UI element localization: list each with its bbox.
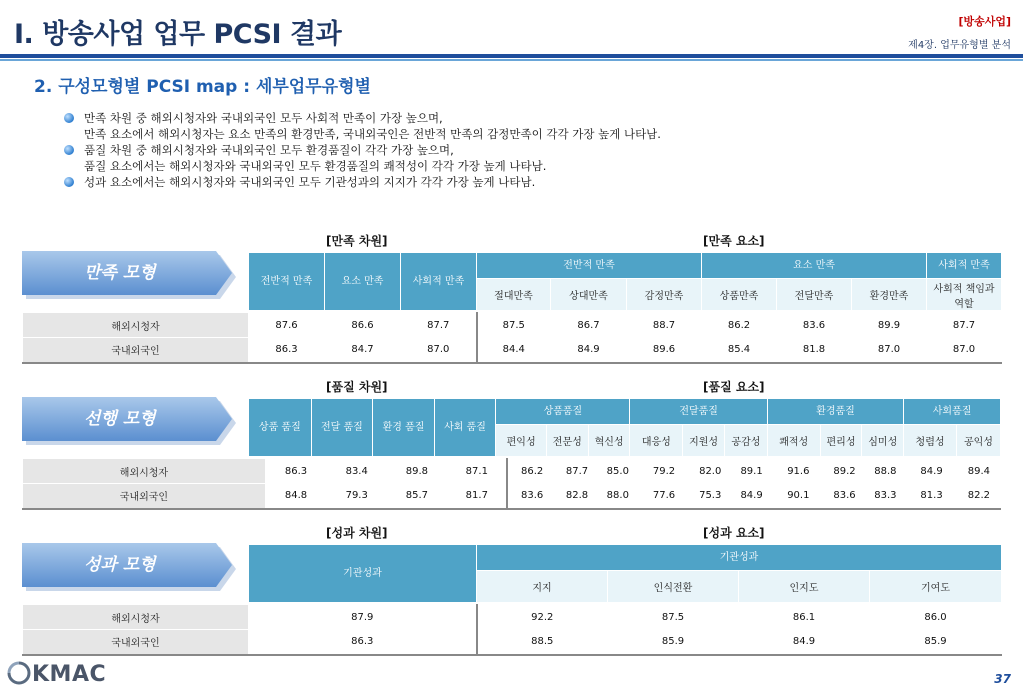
- value-cell: 82.0: [690, 459, 731, 484]
- value-cell: 87.1: [447, 459, 507, 484]
- elem-header: 지원성: [683, 425, 725, 457]
- dim-header: 요소 만족: [325, 253, 401, 311]
- dim-header: 사회 품질: [434, 399, 496, 457]
- value-cell: 89.1: [731, 459, 773, 484]
- elem-header: 상대만족: [551, 279, 627, 311]
- value-cell: 81.7: [447, 484, 507, 509]
- value-cell: 88.8: [865, 459, 906, 484]
- value-cell: 88.7: [627, 313, 702, 338]
- bullet-dot-icon: [64, 177, 74, 187]
- elem-header: 인식전환: [608, 571, 739, 603]
- value-cell: 92.2: [477, 605, 608, 630]
- elem-header: 쾌적성: [767, 425, 820, 457]
- bullet-item: [64, 174, 661, 190]
- satisfaction-dim-caption: [만족 차원]: [326, 234, 388, 248]
- group-header: 상품품질: [496, 399, 630, 425]
- elem-header: 심미성: [862, 425, 904, 457]
- value-cell: 86.0: [870, 605, 1002, 630]
- page-number: 37: [994, 672, 1011, 686]
- value-cell: 90.1: [773, 484, 825, 509]
- dim-header: 사회적 만족: [401, 253, 477, 311]
- elem-header: 전달만족: [777, 279, 852, 311]
- bullet-dot-icon: [64, 145, 74, 155]
- value-cell: 86.2: [507, 459, 556, 484]
- quality-table: [248, 398, 1001, 457]
- value-cell: 83.6: [507, 484, 556, 509]
- quality-elem-caption: [품질 요소]: [703, 380, 765, 394]
- value-cell: 85.7: [387, 484, 447, 509]
- row-label: 해외시청자: [23, 459, 266, 484]
- group-header: 전반적 만족: [477, 253, 702, 279]
- chapter-label: 제4장. 업무유형별 분석: [908, 40, 1011, 51]
- value-cell: 86.1: [739, 605, 870, 630]
- value-cell: 83.4: [327, 459, 387, 484]
- bullet-dot-icon: [64, 113, 74, 123]
- value-cell: 86.3: [249, 338, 325, 363]
- elem-header: 지지: [477, 571, 608, 603]
- dim-header: 환경 품질: [373, 399, 435, 457]
- value-cell: 91.6: [773, 459, 825, 484]
- elem-header: 전문성: [546, 425, 588, 457]
- value-cell: 79.3: [327, 484, 387, 509]
- model-label: 선행 모형: [84, 409, 156, 429]
- value-cell: 89.4: [957, 459, 1000, 484]
- elem-header: 혁신성: [588, 425, 630, 457]
- group-header: 기관성과: [477, 545, 1002, 571]
- value-cell: 82.8: [557, 484, 598, 509]
- quality-dim-caption: [품질 차원]: [326, 380, 388, 394]
- value-cell: 84.9: [551, 338, 627, 363]
- value-cell: 85.9: [608, 630, 739, 655]
- row-label: 국내외국인: [23, 484, 266, 509]
- bullet-item: [64, 142, 661, 158]
- bullet-item: [64, 110, 661, 126]
- section-subtitle: 2. 구성모형별 PCSI map : 세부업무유형별: [34, 77, 371, 97]
- table-row: [23, 459, 1001, 484]
- value-cell: 87.7: [557, 459, 598, 484]
- quality-values: [22, 458, 1001, 510]
- model-label: 성과 모형: [84, 555, 156, 575]
- value-cell: 84.8: [265, 484, 326, 509]
- satisfaction-values: [22, 312, 1002, 364]
- table-row: [23, 313, 1002, 338]
- value-cell: 87.9: [249, 605, 477, 630]
- value-cell: 87.7: [401, 313, 477, 338]
- group-header: 전달품질: [630, 399, 767, 425]
- elem-header: 청렴성: [904, 425, 957, 457]
- satisfaction-table: [248, 252, 1002, 311]
- elem-header: 절대만족: [477, 279, 551, 311]
- value-cell: 84.9: [731, 484, 773, 509]
- elem-header: 편리성: [820, 425, 862, 457]
- table-row: [23, 605, 1002, 630]
- value-cell: 86.7: [551, 313, 627, 338]
- value-cell: 83.6: [777, 313, 852, 338]
- value-cell: 87.6: [249, 313, 325, 338]
- value-cell: 84.7: [325, 338, 401, 363]
- model-label: 만족 모형: [84, 263, 156, 283]
- elem-header: 공익성: [956, 425, 1000, 457]
- header-rule-thin: [0, 59, 1023, 61]
- value-cell: 86.2: [702, 313, 777, 338]
- row-label: 해외시청자: [23, 313, 249, 338]
- value-cell: 85.4: [702, 338, 777, 363]
- row-label: 국내외국인: [23, 338, 249, 363]
- row-label: 국내외국인: [23, 630, 249, 655]
- value-cell: 87.5: [477, 313, 551, 338]
- table-row: [23, 630, 1002, 655]
- elem-header: 상품만족: [702, 279, 777, 311]
- header-rule: [0, 54, 1023, 58]
- performance-values: [22, 604, 1002, 656]
- value-cell: 87.0: [852, 338, 927, 363]
- dim-header: 전반적 만족: [249, 253, 325, 311]
- bullet-text: 품질 요소에서는 해외시청자와 국내외국인 모두 환경품질의 쾌적성이 각각 가장 높게 나타남.: [84, 159, 547, 173]
- bullet-continuation: [64, 158, 661, 174]
- satisfaction-elem-caption: [만족 요소]: [703, 234, 765, 248]
- value-cell: 82.2: [957, 484, 1000, 509]
- bullet-text: 품질 차원 중 해외시청자와 국내외국인 모두 환경품질이 각각 가장 높으며,: [84, 143, 454, 157]
- value-cell: 84.9: [906, 459, 958, 484]
- value-cell: 86.3: [265, 459, 326, 484]
- value-cell: 77.6: [638, 484, 690, 509]
- value-cell: 89.8: [387, 459, 447, 484]
- row-label: 해외시청자: [23, 605, 249, 630]
- value-cell: 81.3: [906, 484, 958, 509]
- value-cell: 88.5: [477, 630, 608, 655]
- value-cell: 85.9: [870, 630, 1002, 655]
- group-header: 사회적 만족: [927, 253, 1002, 279]
- elem-header: 기여도: [870, 571, 1002, 603]
- elem-header: 공감성: [724, 425, 767, 457]
- kmac-logo: [6, 660, 106, 687]
- value-cell: 87.0: [401, 338, 477, 363]
- value-cell: 87.7: [927, 313, 1002, 338]
- value-cell: 85.0: [597, 459, 638, 484]
- performance-dim-caption: [성과 차원]: [326, 526, 388, 540]
- elem-header: 인지도: [739, 571, 870, 603]
- group-header: 환경품질: [767, 399, 903, 425]
- value-cell: 75.3: [690, 484, 731, 509]
- section-tag: [방송사업]: [958, 15, 1011, 28]
- summary-bullets: [64, 110, 661, 190]
- performance-table: [248, 544, 1002, 603]
- page-title: I. 방송사업 업무 PCSI 결과: [14, 19, 342, 50]
- bullet-text: 만족 차원 중 해외시청자와 국내외국인 모두 사회적 만족이 가장 높으며,: [84, 111, 443, 125]
- group-header: 사회품질: [904, 399, 1001, 425]
- value-cell: 83.6: [824, 484, 865, 509]
- dim-header: 기관성과: [249, 545, 477, 603]
- elem-header: 환경만족: [852, 279, 927, 311]
- bullet-text: 만족 요소에서 해외시청자는 요소 만족의 환경만족, 국내외국인은 전반적 만족의 감정만족이 각각 가장 높게 나타남.: [84, 127, 661, 141]
- logo-text: KMAC: [32, 662, 107, 687]
- value-cell: 86.6: [325, 313, 401, 338]
- value-cell: 84.9: [739, 630, 870, 655]
- value-cell: 87.0: [927, 338, 1002, 363]
- value-cell: 89.9: [852, 313, 927, 338]
- performance-elem-caption: [성과 요소]: [703, 526, 765, 540]
- value-cell: 89.2: [824, 459, 865, 484]
- value-cell: 79.2: [638, 459, 690, 484]
- value-cell: 89.6: [627, 338, 702, 363]
- value-cell: 81.8: [777, 338, 852, 363]
- elem-header: 편익성: [496, 425, 547, 457]
- group-header: 요소 만족: [702, 253, 927, 279]
- kmac-emblem-icon: [6, 660, 32, 686]
- elem-header: 감정만족: [627, 279, 702, 311]
- table-row: [23, 338, 1002, 363]
- table-row: [23, 484, 1001, 509]
- bullet-text: 성과 요소에서는 해외시청자와 국내외국인 모두 기관성과의 지지가 각각 가장 높게 나타남.: [84, 175, 536, 189]
- elem-header: 사회적 책임과 역할: [927, 279, 1002, 311]
- dim-header: 상품 품질: [249, 399, 312, 457]
- value-cell: 88.0: [597, 484, 638, 509]
- elem-header: 대응성: [630, 425, 683, 457]
- value-cell: 83.3: [865, 484, 906, 509]
- bullet-continuation: [64, 126, 661, 142]
- value-cell: 86.3: [249, 630, 477, 655]
- value-cell: 84.4: [477, 338, 551, 363]
- value-cell: 87.5: [608, 605, 739, 630]
- dim-header: 전달 품질: [311, 399, 373, 457]
